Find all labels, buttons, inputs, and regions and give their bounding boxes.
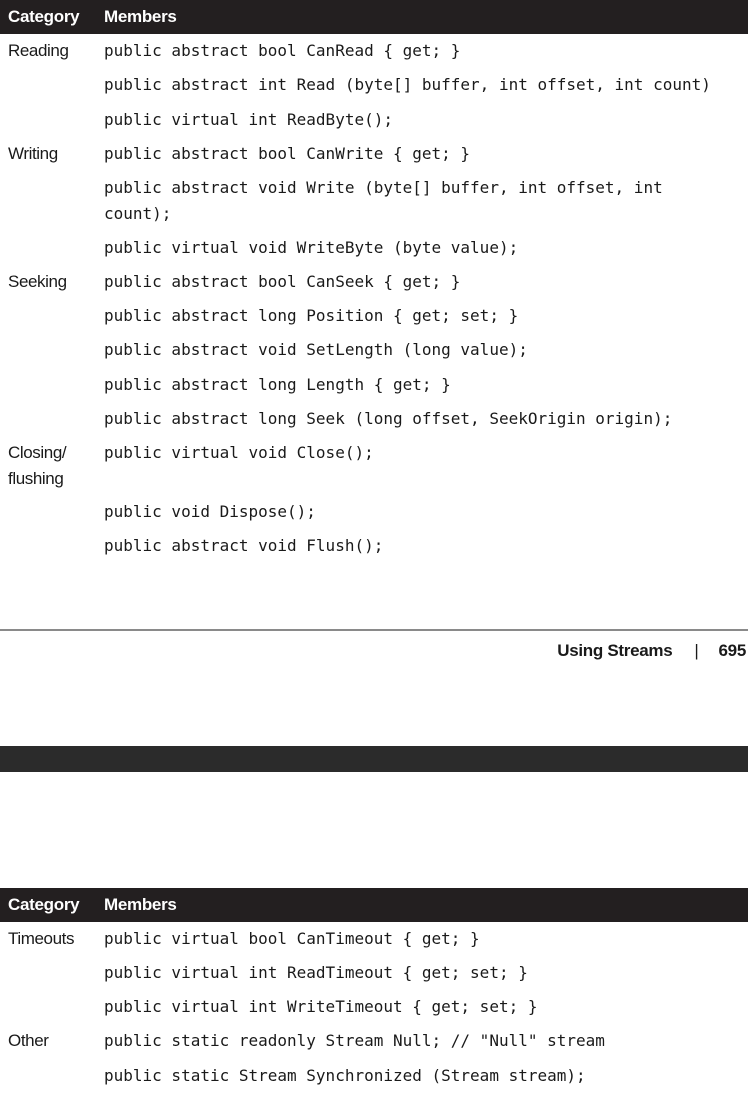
running-footer-title: Using Streams	[557, 641, 673, 660]
table-row	[0, 372, 740, 398]
row-member: public abstract void Flush();	[104, 536, 384, 555]
table-row	[0, 175, 740, 227]
row-member: public virtual int ReadByte();	[104, 110, 393, 129]
page-break-band	[0, 746, 748, 772]
row-member: public virtual void WriteByte (byte value);	[104, 238, 519, 257]
row-member: public abstract long Position { get; set; }	[104, 306, 519, 325]
row-member: public abstract bool CanWrite { get; }	[104, 144, 471, 163]
table-row	[0, 406, 740, 432]
row-member: public static Stream Synchronized (Stream stream);	[104, 1066, 586, 1085]
row-category: Closing/ flushing	[8, 443, 67, 488]
row-member: public virtual int ReadTimeout { get; set; }	[104, 963, 528, 982]
table-row	[0, 960, 740, 986]
row-category: Seeking	[8, 272, 67, 291]
row-category: Writing	[8, 144, 58, 163]
table-row	[0, 499, 740, 525]
table-row	[0, 533, 740, 559]
footer-separator: |	[694, 641, 699, 660]
table-row	[0, 107, 740, 133]
page-number: 695	[718, 641, 746, 660]
row-member: public abstract long Seek (long offset, SeekOrigin origin);	[104, 409, 673, 428]
table-row	[0, 440, 740, 492]
header-category: Category	[8, 895, 80, 914]
row-category: Other	[8, 1031, 49, 1050]
row-member: public void Dispose();	[104, 502, 316, 521]
table-row	[0, 141, 740, 167]
header-members: Members	[104, 895, 177, 914]
table-row	[0, 337, 740, 363]
page-footer	[557, 640, 746, 662]
row-member: public virtual int WriteTimeout { get; set; }	[104, 997, 538, 1016]
row-category: Reading	[8, 41, 69, 60]
row-member: public abstract long Length { get; }	[104, 375, 451, 394]
table-row	[0, 269, 740, 295]
table-header	[0, 888, 748, 922]
table-row	[0, 235, 740, 261]
row-member: public static readonly Stream Null; // "Null" stream	[104, 1031, 605, 1050]
members-table-2	[0, 888, 748, 1085]
row-category: Timeouts	[8, 929, 75, 948]
row-member: public abstract void SetLength (long value);	[104, 340, 528, 359]
row-member: public virtual bool CanTimeout { get; }	[104, 929, 480, 948]
row-member: public abstract void Write (byte[] buffer, int offset, int count);	[104, 178, 663, 223]
row-member: public abstract bool CanRead { get; }	[104, 41, 461, 60]
table-header	[0, 0, 748, 34]
table-row	[0, 926, 740, 952]
table-row	[0, 994, 740, 1020]
row-member: public abstract int Read (byte[] buffer, int offset, int count)	[104, 75, 711, 94]
header-members: Members	[104, 7, 177, 26]
row-member: public virtual void Close();	[104, 443, 374, 462]
row-member: public abstract bool CanSeek { get; }	[104, 272, 461, 291]
table-row	[0, 72, 740, 98]
page-divider	[0, 629, 748, 631]
table-row	[0, 303, 740, 329]
table-row	[0, 1063, 740, 1089]
r	[0, 34, 748, 68]
table-row	[0, 1028, 740, 1054]
header-category: Category	[8, 7, 80, 26]
table-row	[0, 38, 740, 64]
